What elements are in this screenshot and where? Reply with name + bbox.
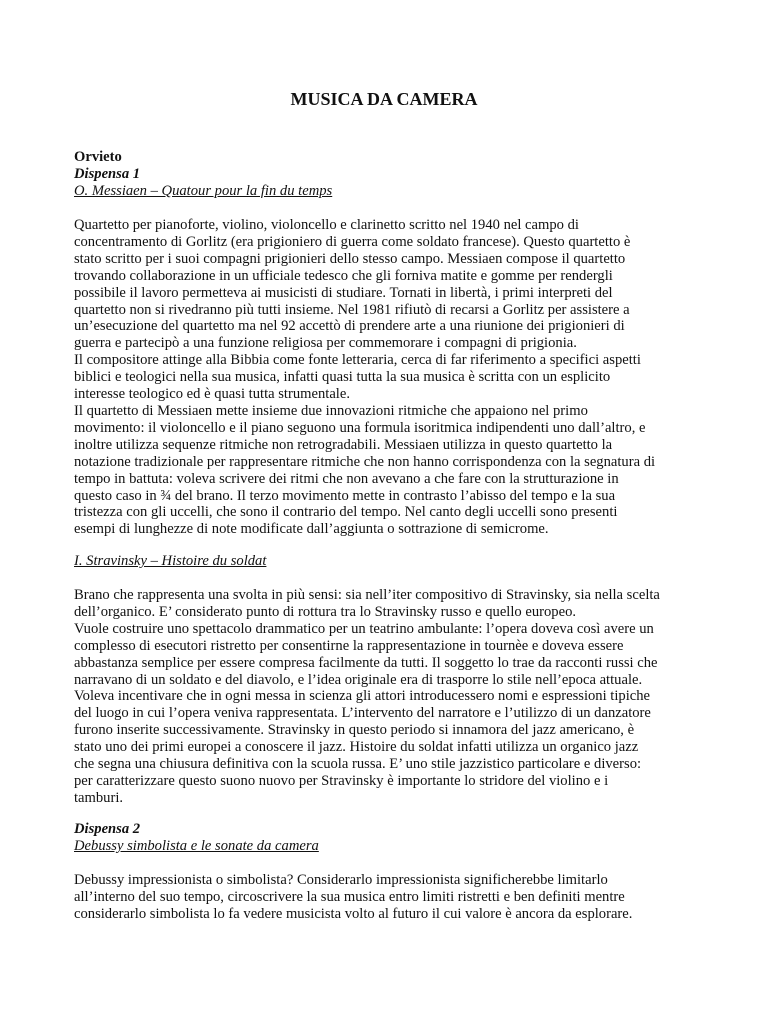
text-line: all’interno del suo tempo, circoscrivere la sua musica entro limiti ristretti e ben definiti mentre (74, 888, 625, 905)
text-line: notazione tradizionale per rappresentare ritmiche che non hanno corrispondenza con la segnatura di (74, 453, 656, 470)
text-line: guerra e partecipò a una funzione religiosa per commemorare i compagni di prigionia. (74, 335, 577, 352)
section-heading-debussy: Debussy simbolista e le sonate da camera (74, 837, 319, 854)
text-line: questo caso in ¾ del brano. Il terzo movimento mette in contrasto l’abisso del tempo e la sua (74, 487, 616, 504)
text-line: esempi di lunghezze di note modificate dall’aggiunta o sottrazione di semicrome. (74, 521, 549, 538)
text-line: Vuole costruire uno spettacolo drammatico per un teatrino ambulante: l’opera doveva così avere un (74, 620, 654, 637)
text-line: Voleva incentivare che in ogni messa in scienza gli attori introducessero nomi e espressioni tipiche (74, 688, 651, 705)
text-line: interesse teologico ed è quasi tutta strumentale. (74, 386, 350, 403)
text-line: per caratterizzare questo suono nuovo per Stravinsky è importante lo stridore del violino e i (74, 772, 609, 789)
text-line: considerarlo simbolista lo fa vedere musicista volto al futuro il cui valore è ancora da esplorare. (74, 905, 633, 922)
header-block (74, 149, 704, 200)
text-line: tempo in battuta: voleva scrivere dei ritmi che non avevano a che fare con la strutturazione in (74, 470, 619, 487)
text-line: narravano di un soldato e del diavolo, e l’idea originale era di trasporre lo stile nell’epoca attuale. (74, 671, 643, 688)
text-line: Quartetto per pianoforte, violino, violoncello e clarinetto scritto nel 1940 nel campo di (74, 217, 579, 233)
text-line: abbastanza semplice per essere compresa facilmente da tutti. Il soggetto lo trae da racconti russi che (74, 654, 658, 671)
section-heading-stravinsky: I. Stravinsky – Histoire du soldat (74, 553, 267, 569)
text-line: stato uno dei primi europei a conoscere il jazz. Histoire du soldat infatti utilizza un organico jazz (74, 739, 639, 756)
text-line: quartetto non si rivedranno più tutti insieme. Nel 1981 rifiutò di recarsi a Gorlitz per assistere a (74, 301, 630, 318)
text-line: Il quartetto di Messiaen mette insieme due innovazioni ritmiche che appaiono nel primo (74, 402, 588, 419)
text-line: Il compositore attinge alla Bibbia come fonte letteraria, cerca di far riferimento a specifici aspetti (74, 352, 641, 369)
text-line: del luogo in cui l’opera veniva rappresentata. L’intervento del narratore e l’utilizzo di un danzatore (74, 705, 651, 722)
text-line: Debussy impressionista o simbolista? Considerarlo impressionista significherebbe limitarlo (74, 872, 608, 888)
text-line: tristezza con gli uccelli, che sono il contrario del tempo. Nel canto degli uccelli sono presenti (74, 504, 618, 521)
text-line: complesso di esecutori ristretto per consentirne la rappresentazione in tournèe e doveva essere (74, 637, 624, 654)
place-label: Orvieto (74, 149, 122, 165)
dispensa-1-label: Dispensa 1 (74, 165, 141, 182)
section-stravinsky-body (74, 587, 704, 807)
text-line: biblici e teologici nella sua musica, infatti quasi tutta la sua musica è scritta con un esplicito (74, 369, 611, 386)
dispensa-2-label: Dispensa 2 (74, 821, 141, 837)
text-line: Brano che rappresenta una svolta in più sensi: sia nell’iter compositivo di Stravinsky, sia nella scelta (74, 587, 660, 603)
section-stravinsky-heading-block (74, 553, 704, 570)
dispensa-2-header (74, 821, 704, 855)
text-line: stato scritto per i suoi compagni prigionieri dello stesso campo. Messiaen compose il quartetto (74, 250, 626, 267)
section-messiaen-body (74, 217, 704, 538)
document-title: MUSICA DA CAMERA (290, 89, 478, 109)
text-line: furono inserite successivamente. Stravinsky in questo periodo si innamora del jazz americano, è (74, 722, 635, 739)
section-debussy-body (74, 872, 704, 923)
section-heading-messiaen: O. Messiaen – Quatour pour la fin du temps (74, 182, 333, 199)
text-line: che segna una chiusura definitiva con la scuola russa. E’ uno stile jazzistico particolare e diverso: (74, 756, 642, 773)
text-line: movimento: il violoncello e il piano seguono una formula isoritmica indipendenti uno dall’altro, e (74, 419, 646, 436)
text-line: concentramento di Gorlitz (era prigioniero di guerra come soldato francese). Questo quartetto è (74, 233, 631, 250)
text-line: tamburi. (74, 789, 124, 806)
text-line: inoltre utilizza sequenze ritmiche non retrogradabili. Messiaen utilizza in questo quartetto la (74, 436, 613, 453)
text-line: un’esecuzione del quartetto ma nel 92 accettò di prendere arte a una riunione dei prigionieri di (74, 318, 625, 335)
text-line: possibile il lavoro permetteva ai musicisti di studiare. Tornati in libertà, i primi interpreti del (74, 284, 613, 301)
text-line: trovando collaborazione in un ufficiale tedesco che gli forniva matite e gomme per rendergli (74, 267, 613, 284)
text-line: dell’organico. E’ considerato punto di rottura tra lo Stravinsky russo e quello europeo. (74, 603, 577, 620)
